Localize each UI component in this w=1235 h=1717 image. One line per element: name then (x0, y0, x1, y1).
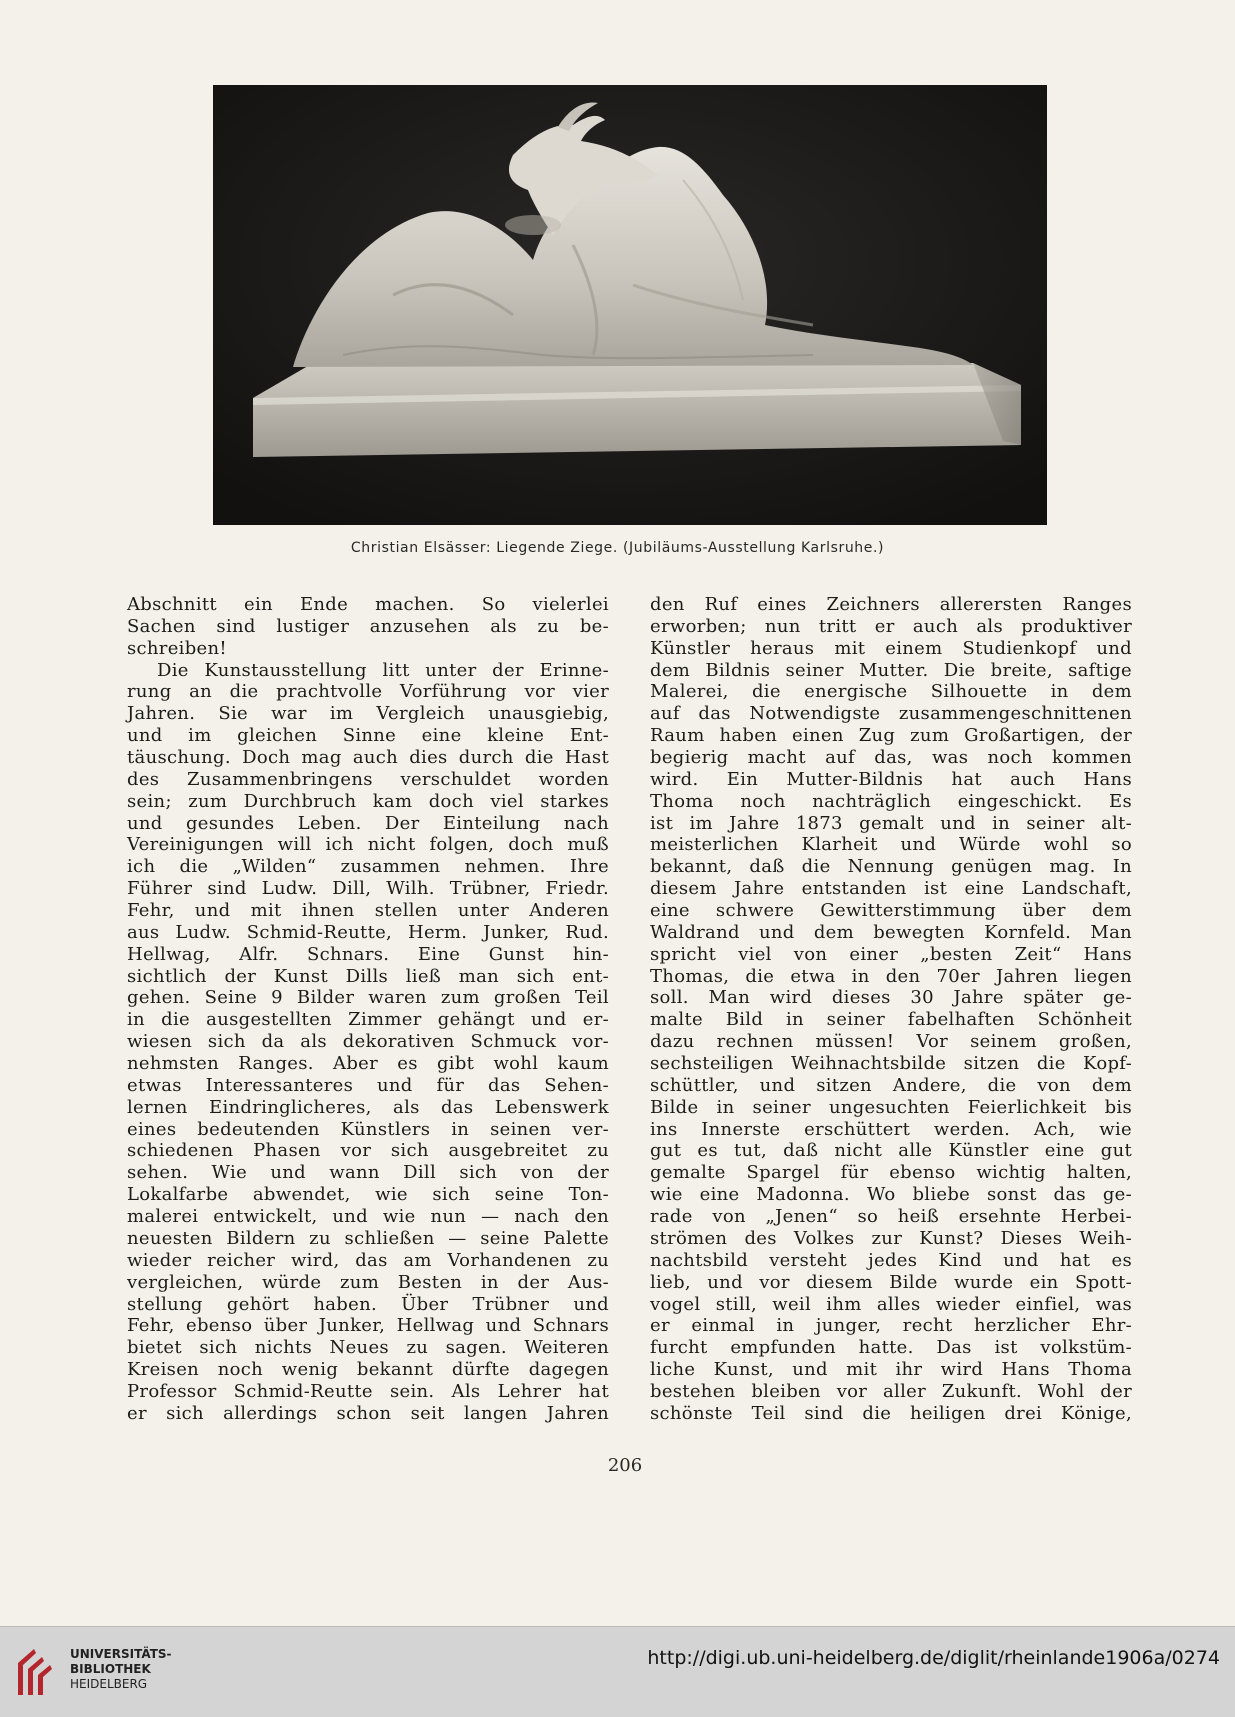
text-line: und im gleichen Sinne eine kleine Ent- (127, 725, 609, 747)
text-line: dazu rechnen müssen! Vor seinem großen, (650, 1031, 1132, 1053)
text-line: schiedenen Phasen vor sich ausgebreitet zu (127, 1140, 609, 1162)
text-line: gemalte Spargel für ebenso wichtig halten, (650, 1162, 1132, 1184)
text-line: soll. Man wird dieses 30 Jahre später ge- (650, 987, 1132, 1009)
library-logo-icon (14, 1643, 58, 1699)
text-line: des Zusammenbringens verschuldet worden (127, 768, 609, 790)
text-line: täuschung. Doch mag auch dies durch die Hast (127, 747, 609, 769)
text-line: sehen. Wie und wann Dill sich von der (127, 1162, 609, 1184)
text-line: Abschnitt ein Ende machen. So vielerlei (127, 594, 609, 615)
text-line: schönste Teil sind die heiligen drei Könige, (650, 1402, 1132, 1424)
text-line: etwas Interessanteres und für das Sehen- (127, 1074, 609, 1096)
text-line: ist im Jahre 1873 gemalt und in seiner alt- (650, 812, 1132, 834)
text-line: Hellwag, Alfr. Schnars. Eine Gunst hin- (127, 943, 609, 965)
text-line: nachtsbild versteht jedes Kind und hat es (650, 1249, 1132, 1271)
text-line: lieb, und vor diesem Bilde wurde ein Spott- (650, 1271, 1132, 1293)
sculpture-image (213, 85, 1047, 525)
text-line: spricht viel von einer „besten Zeit“ Hans (650, 943, 1132, 965)
text-line: Sachen sind lustiger anzusehen als zu be- (127, 615, 609, 637)
library-name (70, 1647, 172, 1692)
text-line: diesem Jahre entstanden ist eine Landschaft, (650, 878, 1132, 900)
text-line: den Ruf eines Zeichners allerersten Ranges (650, 594, 1132, 615)
text-line: Fehr, und mit ihnen stellen unter Anderen (127, 900, 609, 922)
text-line: stellung gehört haben. Über Trübner und (127, 1293, 609, 1315)
text-line: gut es tut, daß nicht alle Künstler eine gut (650, 1140, 1132, 1162)
text-line: furcht empfunden hatte. Das ist volkstüm- (650, 1337, 1132, 1359)
text-line: vergleichen, würde zum Besten in der Aus- (127, 1271, 609, 1293)
text-line: meisterlichen Klarheit und Würde wohl so (650, 834, 1132, 856)
text-line: liche Kunst, und mit ihr wird Hans Thoma (650, 1359, 1132, 1381)
text-line: Malerei, die energische Silhouette in dem (650, 681, 1132, 703)
source-url-link[interactable]: http://digi.ub.uni-heidelberg.de/diglit/rheinlande1906a/0274 (647, 1647, 1220, 1669)
text-line: malte Bild in seiner fabelhaften Schönheit (650, 1009, 1132, 1031)
text-line: Bilde in seiner ungesuchten Feierlichkeit bis (650, 1096, 1132, 1118)
library-name-line1: UNIVERSITÄTS- (70, 1647, 172, 1661)
text-column-right (650, 594, 1132, 1425)
text-line: sechsteiligen Weihnachtsbilde sitzen die Kopf- (650, 1053, 1132, 1075)
text-line: sein; zum Durchbruch kam doch viel starkes (127, 790, 609, 812)
text-line: erworben; nun tritt er auch als produktiver (650, 615, 1132, 637)
text-line: wieder reicher wird, das am Vorhandenen zu (127, 1249, 609, 1271)
text-line: Jahren. Sie war im Vergleich unausgiebig, (127, 703, 609, 725)
text-line: Fehr, ebenso über Junker, Hellwag und Schnars (127, 1315, 609, 1337)
text-line: strömen des Volkes zur Kunst? Dieses Weih- (650, 1227, 1132, 1249)
text-line: lernen Eindringlicheres, als das Lebenswerk (127, 1096, 609, 1118)
text-line: Raum haben einen Zug zum Großartigen, der (650, 725, 1132, 747)
text-line: wird. Ein Mutter-Bildnis hat auch Hans (650, 768, 1132, 790)
library-footer (0, 1626, 1235, 1717)
text-line: neuesten Bildern zu schließen — seine Palette (127, 1227, 609, 1249)
text-line: eines bedeutenden Künstlers in seinen ver- (127, 1118, 609, 1140)
text-line: er sich allerdings schon seit langen Jahren (127, 1402, 609, 1424)
text-line: Professor Schmid-Reutte sein. Als Lehrer hat (127, 1380, 609, 1402)
text-line: sichtlich der Kunst Dills ließ man sich ent- (127, 965, 609, 987)
text-line: nehmsten Ranges. Aber es gibt wohl kaum (127, 1053, 609, 1075)
text-line: rung an die prachtvolle Vorführung vor vier (127, 681, 609, 703)
text-line: schreiben! (127, 637, 227, 659)
text-line: aus Ludw. Schmid-Reutte, Herm. Junker, Rud. (127, 921, 609, 943)
text-line: ich die „Wilden“ zusammen nehmen. Ihre (127, 856, 609, 878)
text-line: bestehen bleiben vor aller Zukunft. Wohl der (650, 1380, 1132, 1402)
text-line: rade von „Jenen“ so heiß ersehnte Herbei- (650, 1206, 1132, 1228)
text-line: vogel still, weil ihm alles wieder einfiel, was (650, 1293, 1132, 1315)
library-name-line2: BIBLIOTHEK (70, 1662, 151, 1676)
text-line: Vereinigungen will ich nicht folgen, doch muß (127, 834, 609, 856)
text-line: Lokalfarbe abwendet, wie sich seine Ton- (127, 1184, 609, 1206)
text-line: er einmal in junger, recht herzlicher Ehr- (650, 1315, 1132, 1337)
text-line: wiesen sich da als dekorativen Schmuck vor- (127, 1031, 609, 1053)
text-line: wie eine Madonna. Wo bliebe sonst das ge- (650, 1184, 1132, 1206)
text-line: Künstler heraus mit einem Studienkopf und (650, 637, 1132, 659)
text-line: schüttler, und sitzen Andere, die von dem (650, 1074, 1132, 1096)
text-line: Thomas, die etwa in den 70er Jahren liegen (650, 965, 1132, 987)
figure-caption: Christian Elsässer: Liegende Ziege. (Jubiläums-Ausstellung Karlsruhe.) (350, 540, 885, 556)
text-line: bekannt, daß die Nennung genügen mag. In (650, 856, 1132, 878)
text-line: Waldrand und dem bewegten Kornfeld. Man (650, 921, 1132, 943)
text-line: Die Kunstausstellung litt unter der Erinne- (157, 659, 609, 681)
text-line: Thoma noch nachträglich eingeschickt. Es (650, 790, 1132, 812)
text-column-left (127, 594, 609, 1425)
text-line: und gesundes Leben. Der Einteilung nach (127, 812, 609, 834)
text-line: ins Innerste erschüttert werden. Ach, wie (650, 1118, 1132, 1140)
text-line: gehen. Seine 9 Bilder waren zum großen Teil (127, 987, 609, 1009)
library-name-line3: HEIDELBERG (70, 1677, 148, 1691)
text-line: dem Bildnis seiner Mutter. Die breite, saftige (650, 659, 1132, 681)
text-line: auf das Notwendigste zusammengeschnittenen (650, 703, 1132, 725)
text-line: bietet sich nichts Neues zu sagen. Weiteren (127, 1337, 609, 1359)
text-line: begierig macht auf das, was noch kommen (650, 747, 1132, 769)
sculpture-photograph (213, 85, 1047, 525)
text-line: Kreisen noch wenig bekannt dürfte dagegen (127, 1359, 609, 1381)
text-line: eine schwere Gewitterstimmung über dem (650, 900, 1132, 922)
text-line: malerei entwickelt, und wie nun — nach den (127, 1206, 609, 1228)
text-line: Führer sind Ludw. Dill, Wilh. Trübner, Friedr. (127, 878, 609, 900)
page-number: 206 (607, 1455, 643, 1476)
text-line: in die ausgestellten Zimmer gehängt und er- (127, 1009, 609, 1031)
